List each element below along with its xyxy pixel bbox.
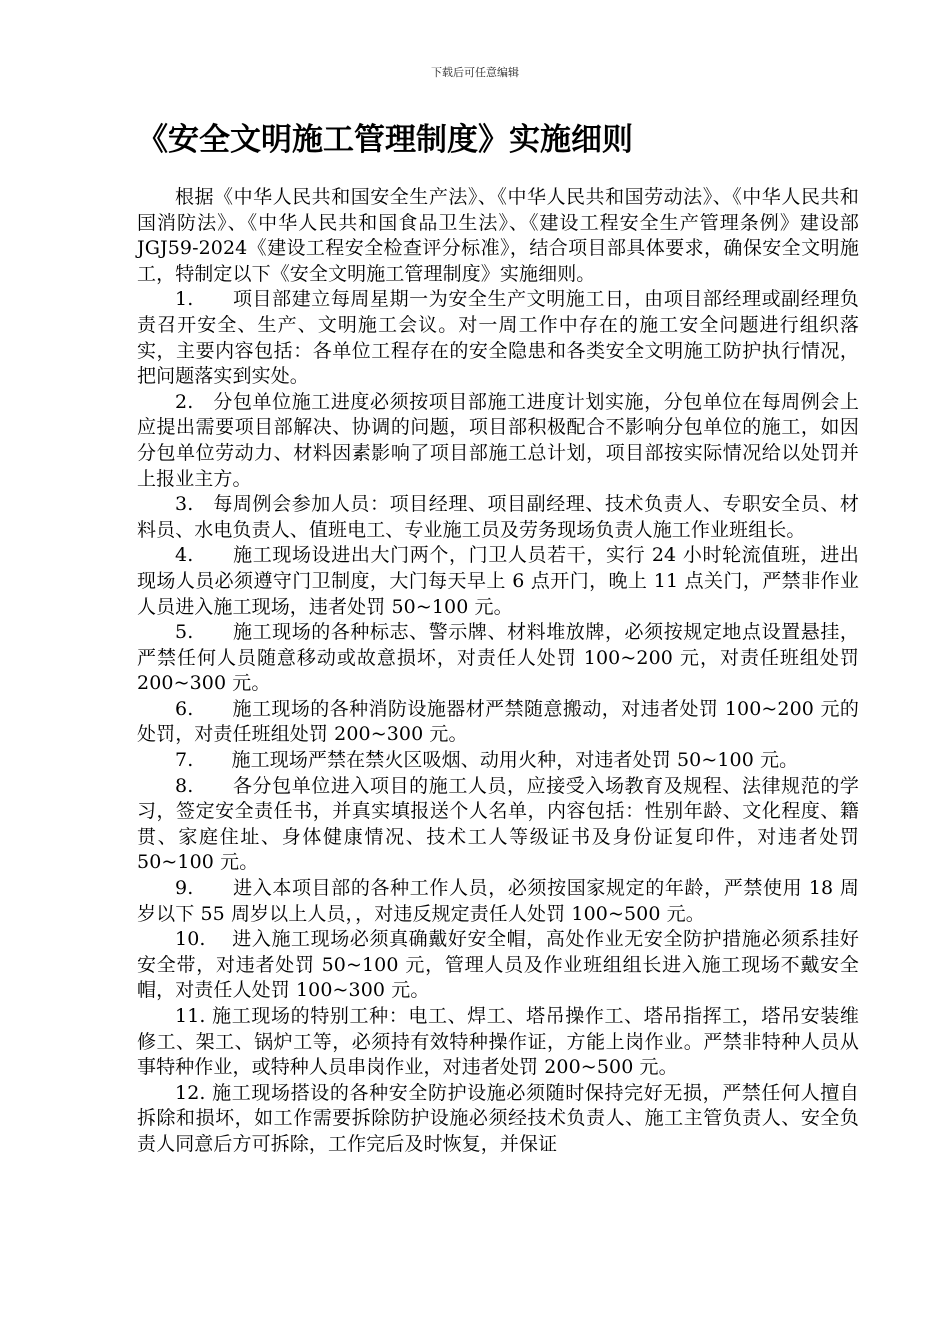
paragraph-item-9: 9. 进入本项目部的各种工作人员，必须按国家规定的年龄，严禁使用 18 周岁以下 55 周岁以上人员，，对违反规定责任人处罚 100~500 元。 — [137, 877, 859, 925]
paragraph-item-12: 12. 施工现场搭设的各种安全防护设施必须随时保持完好无损，严禁任何人擅自拆除和损坏，如工作需要拆除防护设施必须经技术负责人、施工主管负责人、安全负责人同意后方可拆除，工作完后及时恢复，并保证 — [137, 1081, 859, 1155]
paragraph-item-11: 11. 施工现场的特别工种：电工、焊工、塔吊操作工、塔吊指挥工，塔吊安装维修工、架工、锅炉工等，必须持有效特种操作证，方能上岗作业。严禁非特种人员从事特种作业，或特种人员串岗作业，对违者处罚 200~500 元。 — [137, 1005, 859, 1079]
paragraph-item-7: 7. 施工现场严禁在禁火区吸烟、动用火种，对违者处罚 50~100 元。 — [175, 749, 799, 772]
paragraph-item-2: 2. 分包单位施工进度必须按项目部施工进度计划实施，分包单位在每周例会上应提出需要项目部解决、协调的问题，项目部积极配合不影响分包单位的施工，如因分包单位劳动力、材料因素影响了项目部施工总计划，项目部按实际情况给以处罚并上报业主方。 — [137, 390, 859, 490]
paragraph-item-8: 8. 各分包单位进入项目的施工人员，应接受入场教育及规程、法律规范的学习，签定安全责任书，并真实填报送个人名单，内容包括：性别年龄、文化程度、籍贯、家庭住址、身体健康情况、技术工人等级证书及身份证复印件，对违者处罚 50~100 元。 — [137, 774, 859, 874]
paragraph-intro: 根据《中华人民共和国安全生产法》、《中华人民共和国劳动法》、《中华人民共和国消防法》、《中华人民共和国食品卫生法》、《建设工程安全生产管理条例》建设部 JGJ59-2024《建设工程安全检查评分标准》，结合项目部具体要求，确保安全文明施工，特制定以下《安全文明施工管理制度》实施细则。 — [137, 186, 859, 285]
paragraph-item-1: 1. 项目部建立每周星期一为安全生产文明施工日，由项目部经理或副经理负责召开安全、生产、文明施工会议。对一周工作中存在的施工安全问题进行组织落实，主要内容包括：各单位工程存在的安全隐患和各类安全文明施工防护执行情况，把问题落实到实处。 — [137, 288, 859, 388]
paragraph-item-3: 3. 每周例会参加人员：项目经理、项目副经理、技术负责人、专职安全员、材料员、水电负责人、值班电工、专业施工员及劳务现场负责人施工作业班组长。 — [137, 493, 859, 541]
paragraph-item-5: 5. 施工现场的各种标志、警示牌、材料堆放牌，必须按规定地点设置悬挂，严禁任何人员随意移动或故意损坏，对责任人处罚 100~200 元，对责任班组处罚 200~300 元。 — [137, 621, 859, 695]
paragraph-item-6: 6. 施工现场的各种消防设施器材严禁随意搬动，对违者处罚 100~200 元的处罚，对责任班组处罚 200~300 元。 — [137, 697, 859, 746]
paragraph-item-10: 10. 进入施工现场必须真确戴好安全帽，高处作业无安全防护措施必须系挂好安全带，对违者处罚 50~100 元，管理人员及作业班组组长进入施工现场不戴安全帽，对责任人处罚 100~300 元。 — [137, 928, 859, 1002]
paragraph-item-4: 4. 施工现场设进出大门两个，门卫人员若干，实行 24 小时轮流值班，进出现场人员必须遵守门卫制度，大门每天早上 6 点开门，晚上 11 点关门，严禁非作业人员进入施工现场，违者处罚 50~100 元。 — [137, 544, 859, 618]
document-title: 《安全文明施工管理制度》实施细则 — [137, 122, 633, 158]
header-note: 下载后可任意编辑 — [431, 66, 519, 79]
document-body — [137, 185, 859, 1158]
